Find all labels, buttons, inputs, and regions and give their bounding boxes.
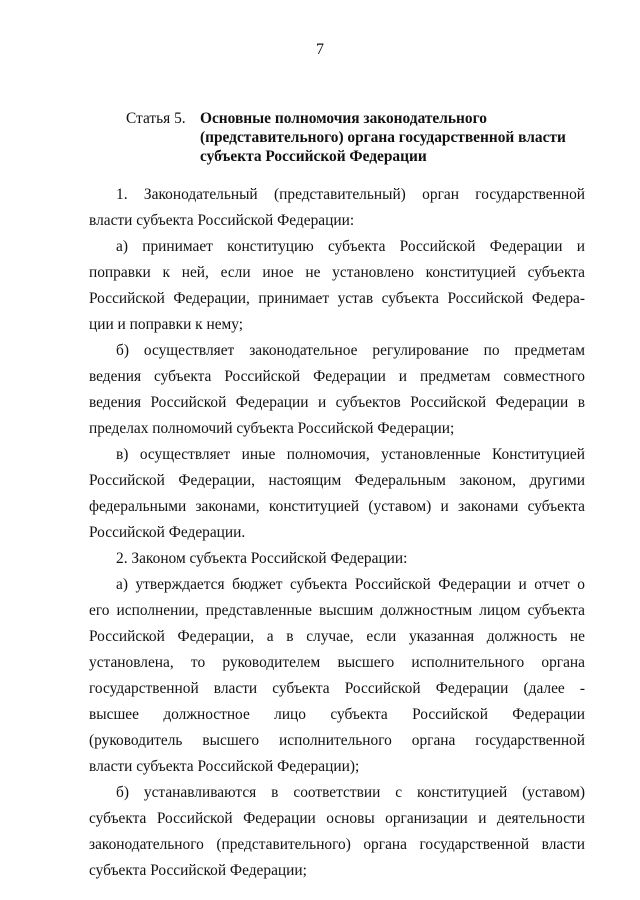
article-label: Статья 5. <box>126 110 186 127</box>
paragraph-line: субъекта Российской Федерации основы организации и деятельности <box>89 810 585 827</box>
paragraph <box>89 182 585 234</box>
paragraph-line: б) осуществляет законодательное регулирование по предметам <box>116 342 585 359</box>
article-title-line: (представительного) органа государственной власти <box>200 129 566 146</box>
paragraph-line: Российской Федерации, а в случае, если указанная должность не <box>89 628 585 645</box>
paragraph <box>89 442 585 546</box>
paragraph-line: законодательного (представительного) органа государственной власти <box>89 836 585 853</box>
paragraph-line: 1. Законодательный (представительный) орган государственной <box>116 186 585 203</box>
paragraph-line: власти субъекта Российской Федерации: <box>89 212 355 229</box>
paragraph-line: установлена, то руководителем высшего исполнительного органа <box>89 654 585 671</box>
paragraph-line: высшее должностное лицо субъекта Российской Федерации <box>89 706 585 723</box>
document-body <box>89 182 585 884</box>
paragraph-line: федеральными законами, конституцией (уставом) и законами субъекта <box>89 498 585 515</box>
paragraph <box>89 546 585 572</box>
paragraph-line: (руководитель высшего исполнительного органа государственной <box>89 732 585 749</box>
paragraph-line: государственной власти субъекта Российской Федерации (далее - <box>89 680 585 697</box>
paragraph-line: субъекта Российской Федерации; <box>89 862 307 879</box>
article-title <box>200 109 590 166</box>
paragraph-line: Российской Федерации. <box>89 524 246 541</box>
paragraph-line: 2. Законом субъекта Российской Федерации: <box>116 550 408 567</box>
page-number: 7 <box>316 41 324 58</box>
paragraph-line: Российской Федерации, настоящим Федеральным законом, другими <box>89 472 585 489</box>
paragraph-line: в) осуществляет иные полномочия, установленные Конституцией <box>116 446 585 463</box>
article-title-line: субъекта Российской Федерации <box>200 148 427 165</box>
paragraph <box>89 234 585 338</box>
article-title-line: Основные полномочия законодательного <box>200 110 487 127</box>
paragraph-line: ведения Российской Федерации и субъектов Российской Федерации в <box>89 394 585 411</box>
paragraph-line: власти субъекта Российской Федерации); <box>89 758 360 775</box>
paragraph <box>89 572 585 780</box>
paragraph-line: пределах полномочий субъекта Российской Федерации; <box>89 420 455 437</box>
paragraph <box>89 780 585 884</box>
paragraph-line: Российской Федерации, принимает устав субъекта Российской Федера- <box>89 290 585 307</box>
paragraph-line: ведения субъекта Российской Федерации и предметам совместного <box>89 368 585 385</box>
paragraph-line: поправки к ней, если иное не установлено конституцией субъекта <box>89 264 585 281</box>
paragraph <box>89 338 585 442</box>
paragraph-line: а) утверждается бюджет субъекта Российской Федерации и отчет о <box>116 576 585 593</box>
paragraph-line: а) принимает конституцию субъекта Российской Федерации и <box>116 238 585 255</box>
paragraph-line: б) устанавливаются в соответствии с конституцией (уставом) <box>116 784 585 801</box>
paragraph-line: его исполнении, представленные высшим должностным лицом субъекта <box>89 602 585 619</box>
paragraph-line: ции и поправки к нему; <box>89 316 244 333</box>
